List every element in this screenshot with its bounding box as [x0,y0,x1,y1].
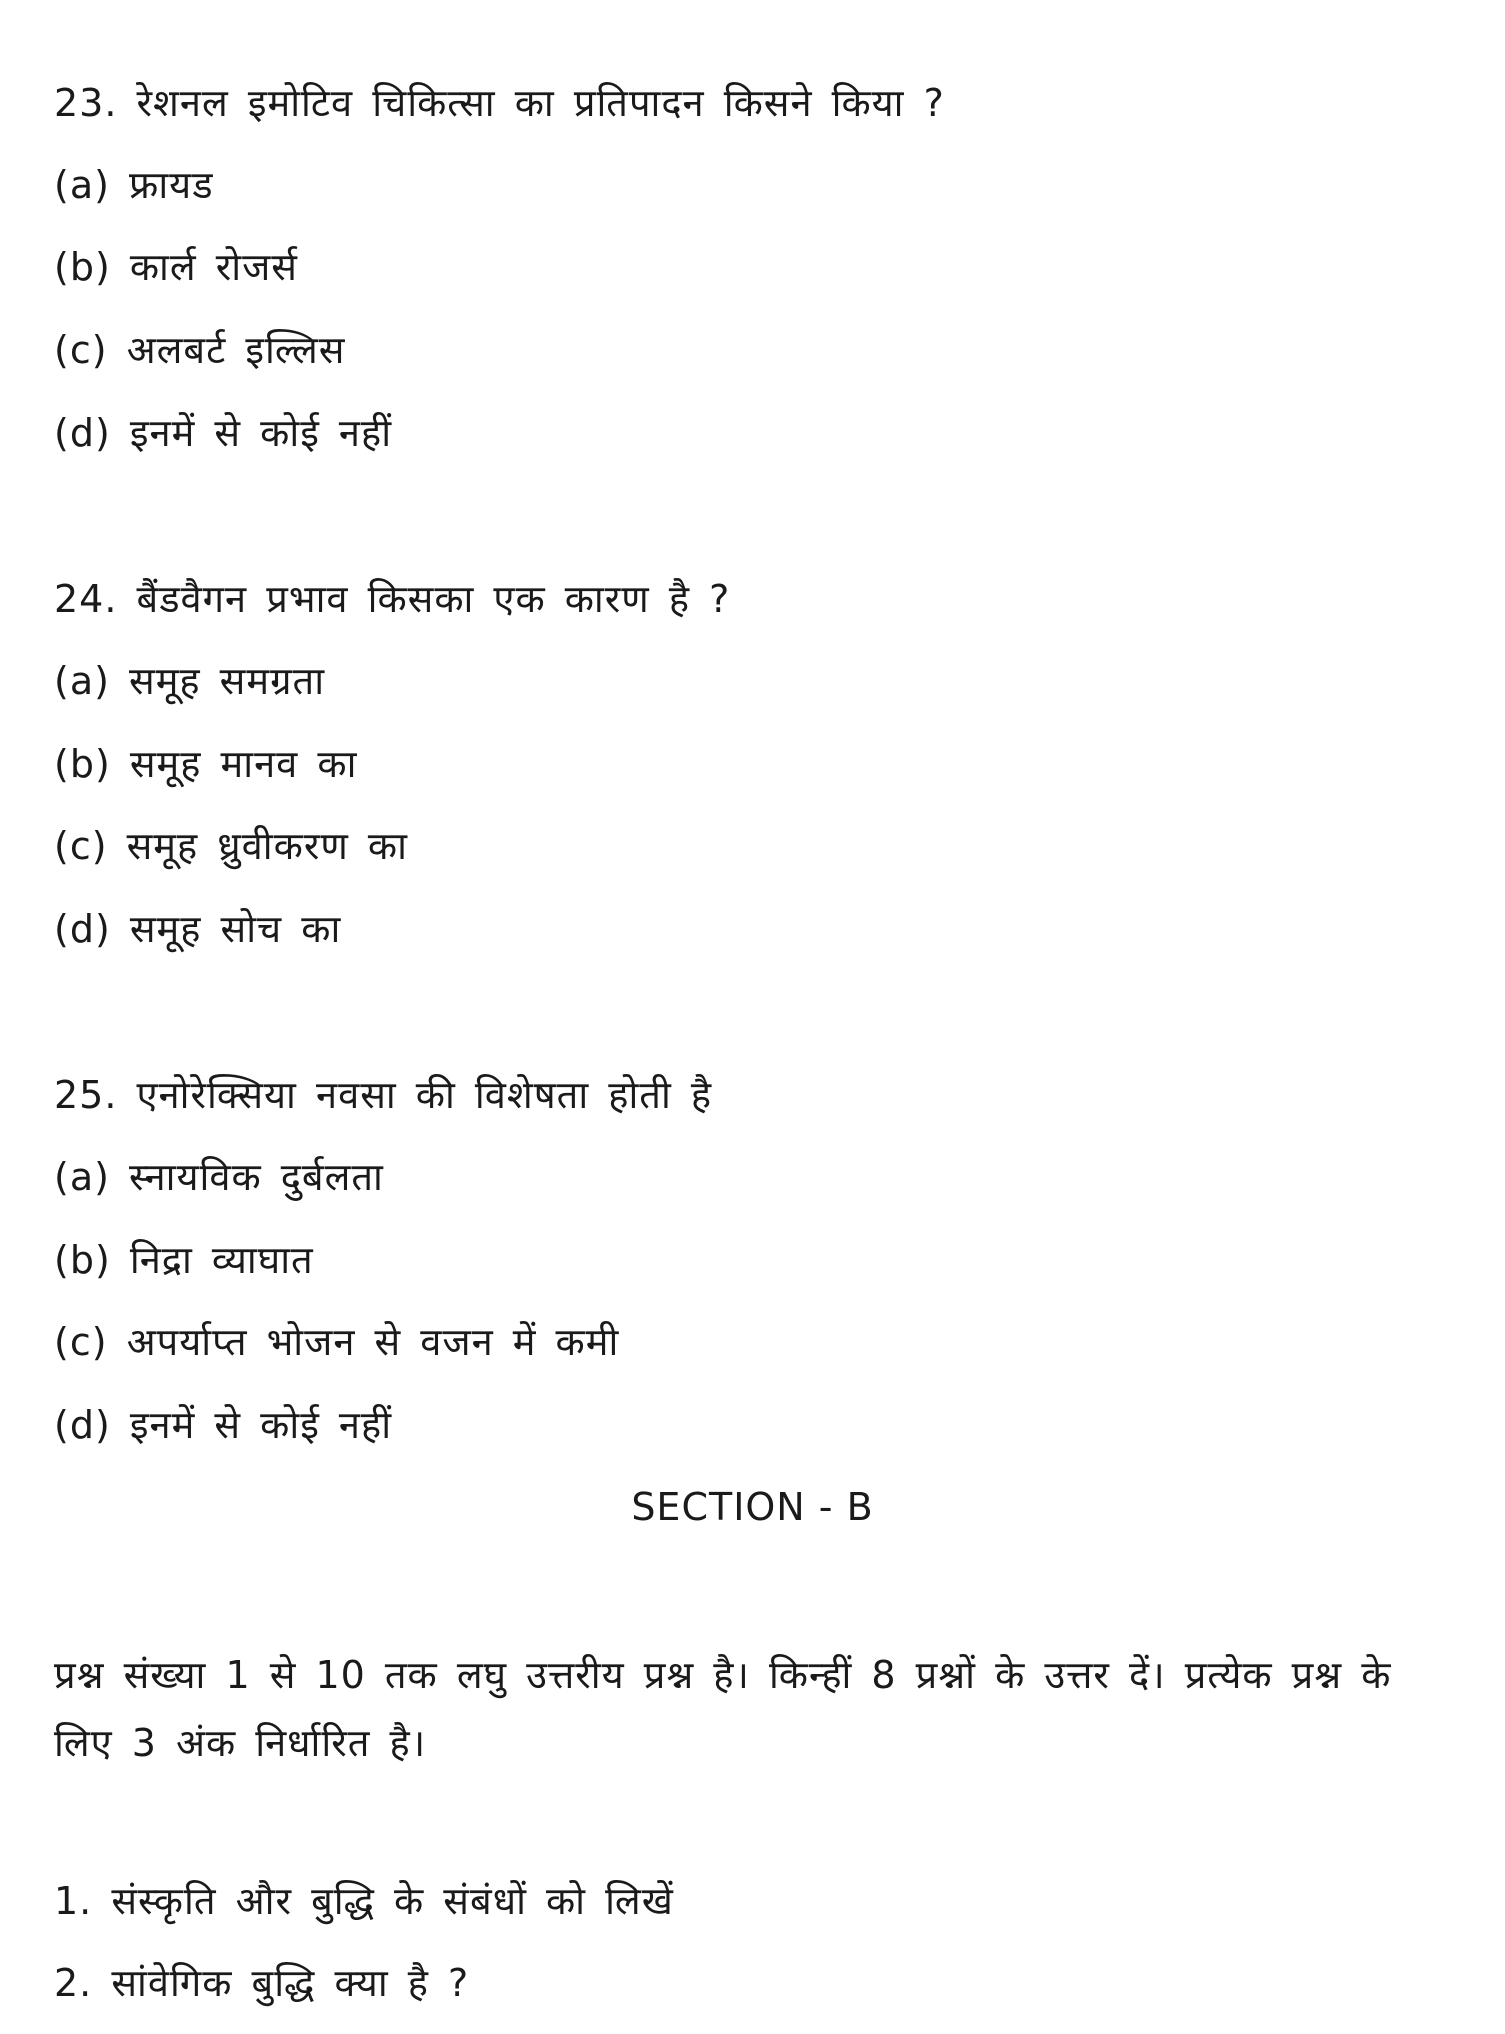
q24-option-d: (d) समूह सोच का [54,907,342,951]
q23-option-d: (d) इनमें से कोई नहीं [54,411,393,455]
question-23: 23. रेशनल इमोटिव चिकित्सा का प्रतिपादन किसने किया ? [54,81,945,125]
section-heading: SECTION - B [631,1485,874,1529]
q25-option-a: (a) स्नायविक दुर्बलता [54,1155,384,1199]
question-25: 25. एनोरेक्सिया नवसा की विशेषता होती है [54,1073,713,1117]
q24-option-a: (a) समूह समग्रता [54,659,326,703]
question-24: 24. बैंडवैगन प्रभाव किसका एक कारण है ? [54,577,731,621]
section-instructions: प्रश्न संख्या 1 से 10 तक लघु उत्तरीय प्रश्न है। किन्हीं 8 प्रश्नों के उत्तर दें। प्रत्येक प्रश्न के लिए 3 अंक निर्धारित है। [54,1653,1392,1765]
q23-option-c: (c) अलबर्ट इल्लिस [54,328,346,372]
short-question-2: 2. सांवेगिक बुद्धि क्या है ? [54,1961,470,2005]
q25-option-c: (c) अपर्याप्त भोजन से वजन में कमी [54,1320,620,1364]
q24-option-c: (c) समूह ध्रुवीकरण का [54,824,408,868]
q25-option-b: (b) निद्रा व्याघात [54,1238,314,1282]
short-question-1: 1. संस्कृति और बुद्धि के संबंधों को लिखें [54,1879,674,1923]
q25-option-d: (d) इनमें से कोई नहीं [54,1403,393,1447]
q24-option-b: (b) समूह मानव का [54,742,358,786]
q23-option-b: (b) कार्ल रोजर्स [54,245,298,289]
q23-option-a: (a) फ्रायड [54,163,214,207]
